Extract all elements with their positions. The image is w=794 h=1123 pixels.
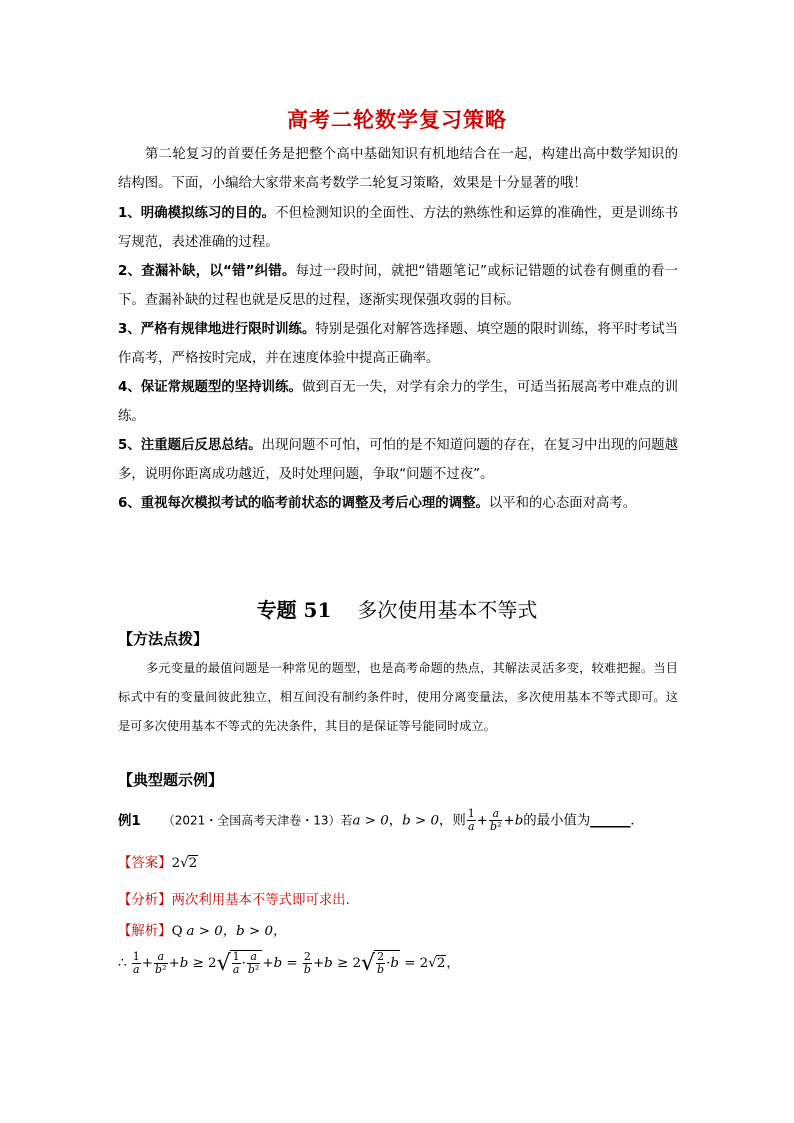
strategy-item-2: [118, 257, 678, 315]
answer-coefficient: 2: [171, 856, 181, 871]
solution-tag: 【解析】: [118, 924, 172, 939]
strategy-title: 3、严格有规律地进行限时训练。: [118, 322, 316, 337]
strategy-title: 5、注重题后反思总结。: [118, 438, 262, 453]
strategy-body: 特别是强化对解答选择题、填空题的限时训练，将平时考试当作高考，严格按时完成，并在速度体验中提高正确率。: [118, 322, 679, 366]
strategy-body: 每过一段时间，就把“错题笔记”或标记错题的试卷有侧重的看一下。查漏补缺的过程也就是反思的过程，逐渐实现保强攻弱的目标。: [118, 264, 678, 308]
strategy-item-1: [118, 199, 678, 257]
strategy-title: 1、明确模拟练习的目的。: [118, 206, 276, 221]
method-heading: 【方法点拨】: [118, 630, 209, 648]
strategy-item-5: [118, 431, 678, 489]
strategy-body: 出现问题不可怕，可怕的是不知道问题的存在，在复习中出现的问题越多，说明你距离成功越近，及时处理问题，争取“问题不过夜”。: [118, 438, 678, 482]
topic-heading: [0, 594, 794, 623]
topic-number: 专题 51: [256, 598, 332, 622]
analysis-line: [118, 889, 350, 908]
solution-line-1: [118, 920, 286, 939]
answer-radicand: 2: [188, 856, 198, 871]
answer-tag: 【答案】: [118, 856, 172, 871]
therefore-symbol: ∴: [118, 956, 127, 971]
strategy-item-6: [118, 489, 678, 518]
intro-paragraph: 第二轮复习的首要任务是把整个高中基础知识有机地结合在一起，构建出高中数学知识的结构图。下面，小编给大家带来高考数学二轮复习策略，效果是十分显著的哦！: [118, 147, 678, 191]
strategy-title: 4、保证常规题型的坚持训练。: [118, 380, 302, 395]
strategy-body: 做到百无一失，对学有余力的学生，可适当拓展高考中难点的训练。: [118, 380, 678, 424]
example-label: 例1: [118, 813, 141, 829]
solution-q: Q: [171, 924, 183, 939]
separator: ，: [388, 813, 403, 829]
condition-a: a > 0: [352, 813, 389, 829]
end-mark: ．: [630, 813, 644, 829]
fraction-a-over-b2: $\frac{a}{\text{b²}}$: [490, 807, 502, 833]
strategy-item-3: [118, 315, 678, 373]
fraction-1-over-a: $\frac{1}{a}$: [467, 807, 475, 833]
condition-b: b > 0: [402, 813, 439, 829]
solution-condition: a > 0，b > 0，: [186, 924, 287, 939]
strategy-body: 以平和的心态面对高考。: [488, 496, 637, 511]
page-title: 高考二轮数学复习策略: [287, 108, 507, 132]
example-source: （2021・全国高考天津卷・13）若: [162, 813, 353, 828]
topic-name: 多次使用基本不等式: [357, 598, 538, 622]
strategy-item-4: [118, 373, 678, 431]
question-tail: 的最小值为: [523, 813, 591, 829]
solution-line-2: ∴ $\frac{1}{a}$ + $\frac{a}{\text{b²}}$ +b ≥ 2√ $\frac{1}{a}$ · $\frac{a}{\text{b²}}$ +b = $\frac{2}{b}$ +b ≥ 2√ $\frac{2}{b}$ ·b = 2√2，: [118, 950, 460, 976]
analysis-text: 两次利用基本不等式即可求出.: [171, 893, 350, 908]
examples-heading: 【典型题示例】: [118, 771, 224, 789]
example-1: 例1 （2021・全国高考天津卷・13）若a > 0，b > 0，则 $\frac{1}{a}$ + $\frac{a}{\text{b²}}$ +b的最小值为______．: [118, 807, 644, 833]
answer-line: 【答案】2√2: [118, 856, 198, 871]
answer-blank: ______: [590, 813, 631, 829]
then-text: ，则: [439, 813, 466, 829]
strategy-body: 不但检测知识的全面性、方法的熟练性和运算的准确性，更是训练书写规范，表述准确的过程。: [118, 206, 678, 250]
strategy-title: 2、查漏补缺，以“错”纠错。: [118, 264, 296, 279]
strategy-title: 6、重视每次模拟考试的临考前状态的调整及考后心理的调整。: [118, 496, 489, 511]
analysis-tag: 【分析】: [118, 893, 172, 908]
method-text: 多元变量的最值问题是一种常见的题型，也是高考命题的热点，其解法灵活多变，较难把握。当目标式中有的变量间彼此独立，相互间没有制约条件时，使用分离变量法，多次使用基本不等式即可。这是可多次使用基本不等式的先决条件，其目的是保证等号能同时成立。: [118, 661, 678, 733]
